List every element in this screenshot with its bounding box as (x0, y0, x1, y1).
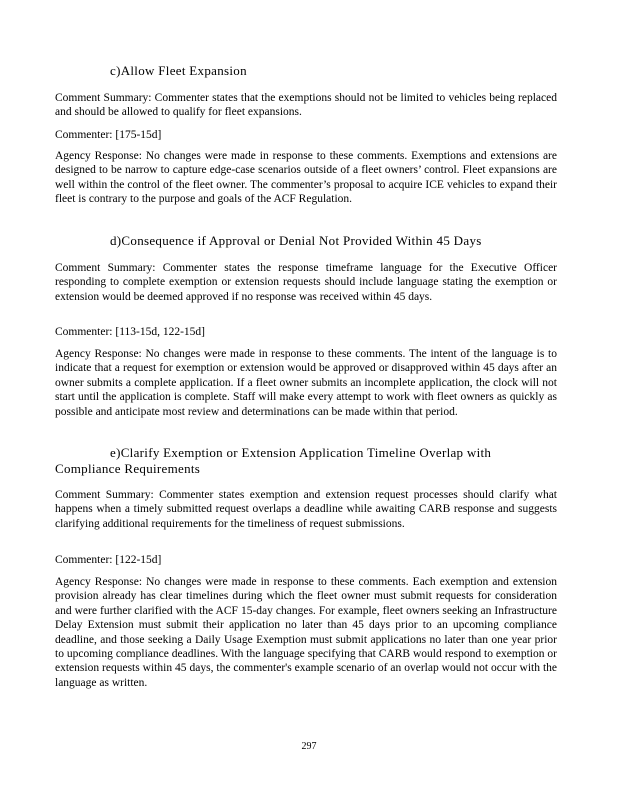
agency-response-e: Agency Response: No changes were made in response to these comments. Each exemption and extension provision already has clear timelines during which the fleet owner must submit requests for consideration and were further clarified with the ACF 15-day changes. For example, fleet owners seeking an Infrastructure Delay Extension must submit their application no later than 45 days prior to an upcoming compliance deadline, and those seeking a Daily Usage Exemption must submit applications no later than one year prior to upcoming compliance deadlines. With the language specifying that CARB would respond to exemption or extension requests within 45 days, the commenter's example scenario of an overlap would not occur with the language as written. (55, 576, 557, 689)
commenter-c: Commenter: [175-15d] (55, 129, 162, 141)
agency-response-c: Agency Response: No changes were made in response to these comments. Exemptions and extensions are designed to be narrow to capture edge-case scenarios outside of a fleet owners’ control. Fleet expansions are well within the control of the fleet owner. The commenter’s proposal to acquire ICE vehicles to expand their fleet is contrary to the purpose and goals of the ACF Regulation. (55, 150, 557, 206)
section-heading-d: d)Consequence if Approval or Denial Not Provided Within 45 Days (110, 233, 482, 248)
commenter-e: Commenter: [122-15d] (55, 554, 162, 566)
commenter-d: Commenter: [113-15d, 122-15d] (55, 326, 206, 338)
comment-summary-c: Comment Summary: Commenter states that the exemptions should not be limited to vehicles being replaced and should be allowed to qualify for fleet expansions. (55, 92, 557, 119)
page-number: 297 (301, 741, 317, 752)
section-heading-e-line2: Compliance Requirements (55, 461, 201, 476)
comment-summary-d: Comment Summary: Commenter states the response timeframe language for the Executive Officer responding to complete exemption or extension requests should include language stating the exemption or extension would be deemed approved if no response was received within 45 days. (55, 262, 557, 303)
section-heading-c: c)Allow Fleet Expansion (110, 63, 247, 78)
comment-summary-e: Comment Summary: Commenter states exemption and extension request processes should clarify what happens when a timely submitted request overlaps a deadline while awaiting CARB response and suggests clarifying additional requirements for the timeliness of request submissions. (55, 489, 557, 530)
section-heading-e-line1: e)Clarify Exemption or Extension Application Timeline Overlap with (110, 445, 492, 460)
agency-response-d: Agency Response: No changes were made in response to these comments. The intent of the language is to indicate that a request for exemption or extension would be approved or disapproved within 45 days after an owner submits a complete application. If a fleet owner submits an incomplete application, the clock will not start until the application is complete. Staff will make every attempt to work with fleet owners as quickly as possible and anticipate most review and determinations can be made within that period. (55, 348, 557, 418)
